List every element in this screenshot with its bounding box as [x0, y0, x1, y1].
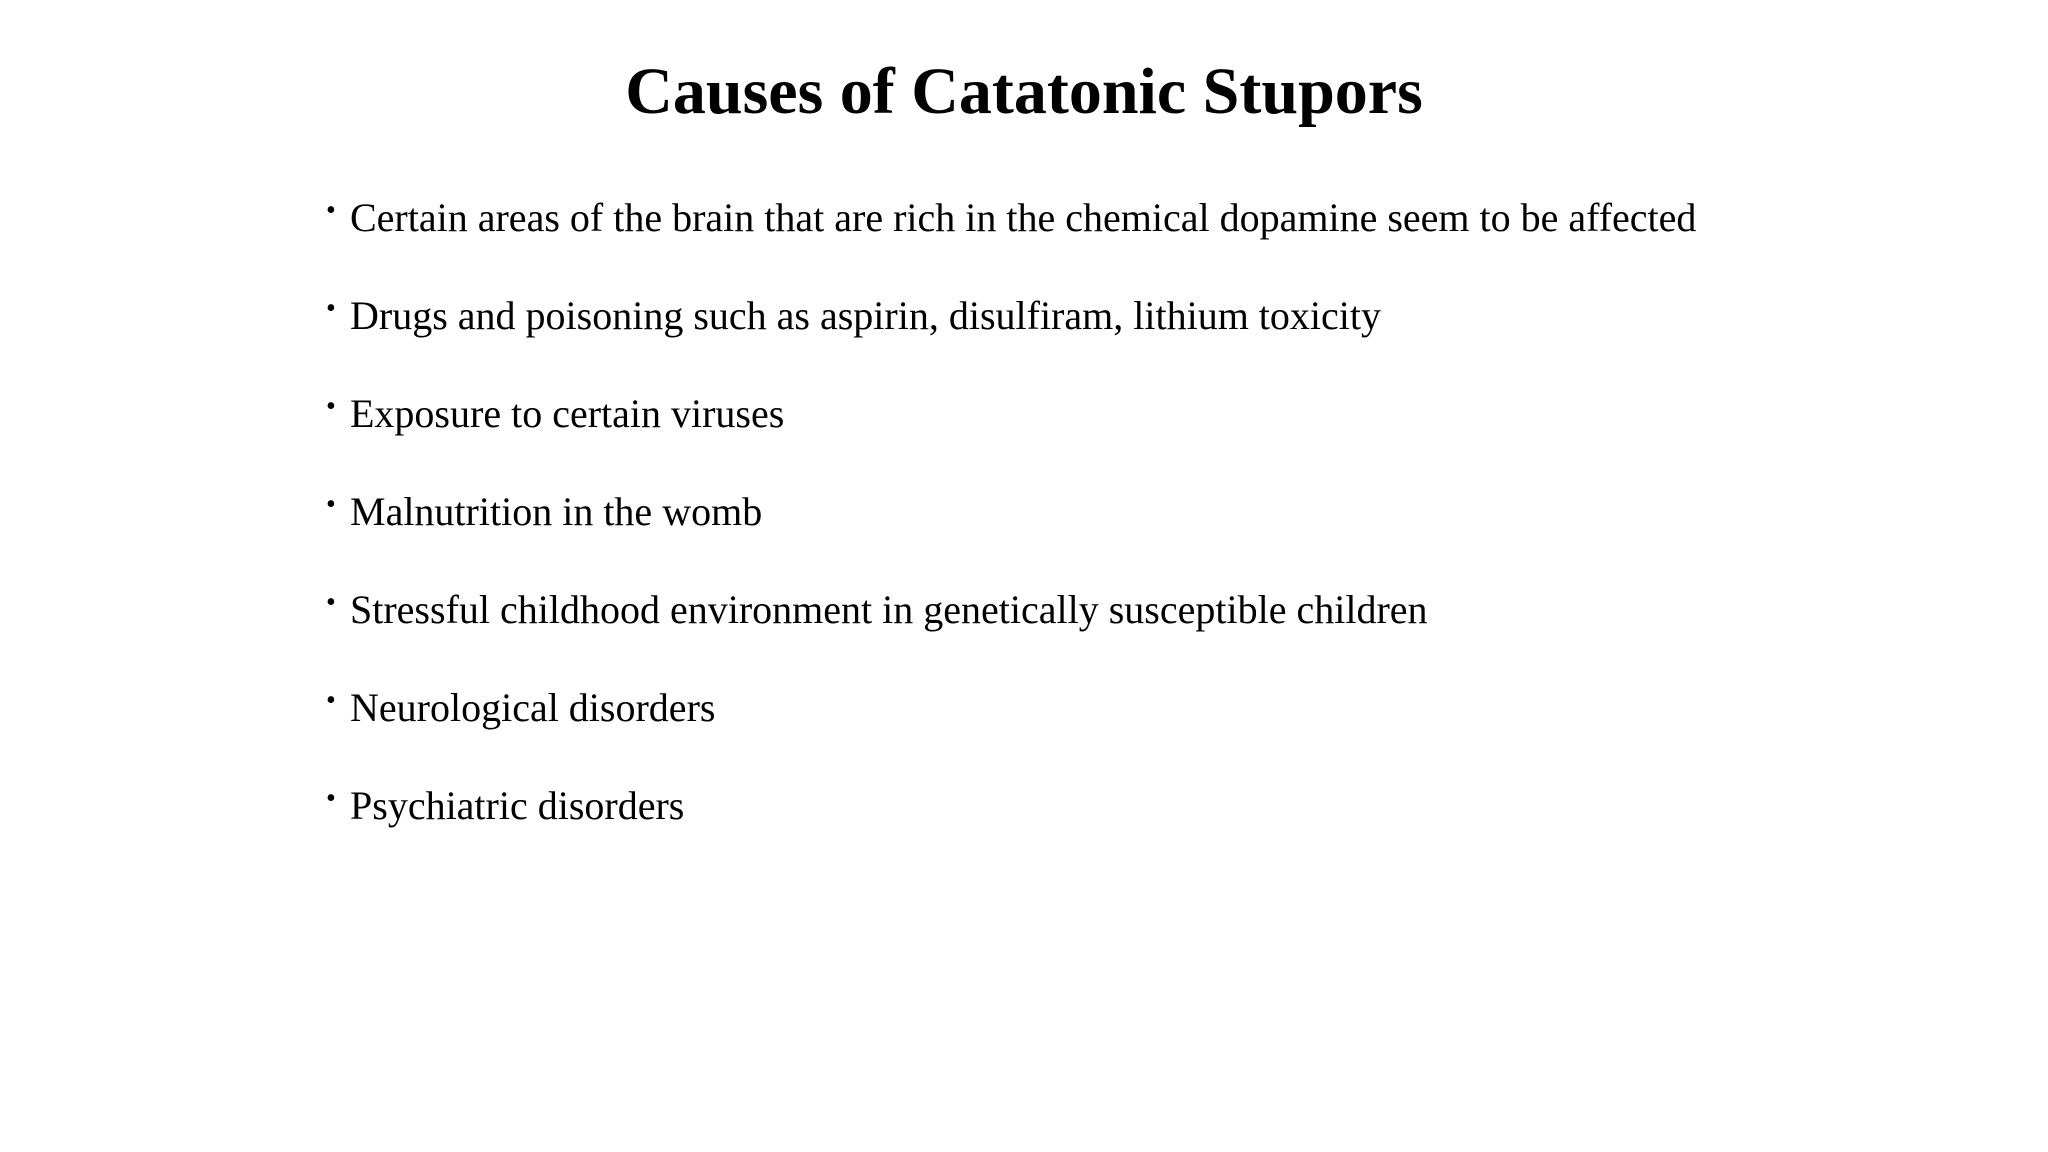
list-item: [326, 278, 1776, 354]
bullet-text: Neurological disorders: [350, 685, 716, 730]
bullet-icon: •: [326, 489, 336, 520]
list-item: [326, 572, 1776, 648]
bullet-text: Drugs and poisoning such as aspirin, disulfiram, lithium toxicity: [350, 293, 1382, 338]
list-item: [326, 376, 1776, 452]
bullet-text: Malnutrition in the womb: [350, 489, 763, 534]
list-item: [326, 670, 1776, 746]
bullet-list: [326, 180, 1776, 866]
list-item: [326, 474, 1776, 550]
bullet-text: Certain areas of the brain that are rich in the chemical dopamine seem to be affected: [350, 195, 1697, 240]
bullet-icon: •: [326, 587, 336, 618]
bullet-icon: •: [326, 195, 336, 226]
bullet-icon: •: [326, 293, 336, 324]
list-item: [326, 768, 1776, 844]
bullet-text: Exposure to certain viruses: [350, 391, 785, 436]
slide-title: Causes of Catatonic Stupors: [625, 55, 1423, 128]
list-item: [326, 180, 1776, 256]
bullet-icon: •: [326, 783, 336, 814]
bullet-icon: •: [326, 685, 336, 716]
bullet-text: Psychiatric disorders: [350, 783, 685, 828]
bullet-text: Stressful childhood environment in genetically susceptible children: [350, 587, 1428, 632]
bullet-icon: •: [326, 391, 336, 422]
